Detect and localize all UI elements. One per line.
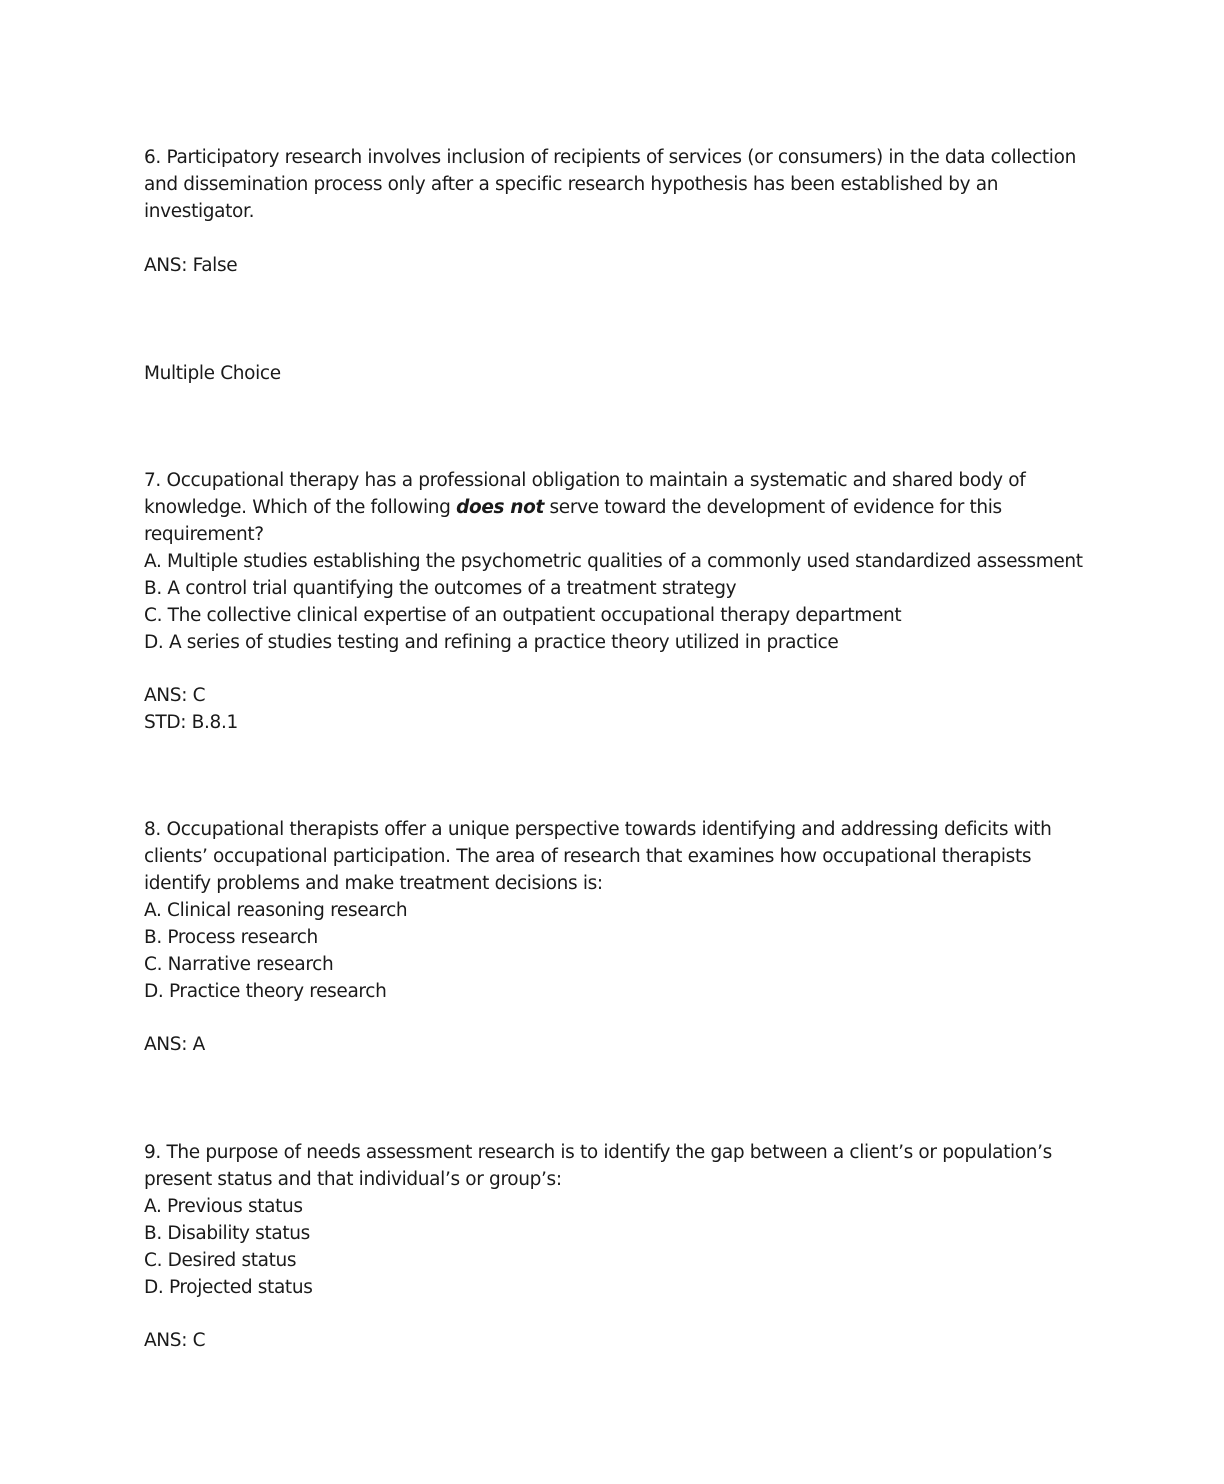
question-9-line-1: 9. The purpose of needs assessment research is to identify the gap between a client’s or population’s xyxy=(144,1142,1052,1163)
question-7-line-2-post: serve toward the development of evidence for this xyxy=(543,497,1002,518)
section-heading: Multiple Choice xyxy=(144,363,281,384)
question-8 xyxy=(144,816,1104,1005)
question-9 xyxy=(144,1139,1104,1301)
question-7-option-b: B. A control trial quantifying the outcomes of a treatment strategy xyxy=(144,578,737,599)
question-8-option-a: A. Clinical reasoning research xyxy=(144,900,408,921)
question-9-line-2: present status and that individual’s or group’s: xyxy=(144,1169,562,1190)
question-6-answer: ANS: False xyxy=(144,255,238,276)
question-7-line-1: 7. Occupational therapy has a professional obligation to maintain a systematic and shared body of xyxy=(144,470,1026,491)
question-6-line-3: investigator. xyxy=(144,201,255,222)
question-7-line-3: requirement? xyxy=(144,524,264,545)
question-9-option-d: D. Projected status xyxy=(144,1277,313,1298)
section-heading-block xyxy=(144,360,1104,387)
question-6-line-2: and dissemination process only after a specific research hypothesis has been established by an xyxy=(144,174,999,195)
question-7-standard: STD: B.8.1 xyxy=(144,712,238,733)
question-6-answer-block xyxy=(144,252,1104,279)
question-9-option-c: C. Desired status xyxy=(144,1250,297,1271)
question-7-option-d: D. A series of studies testing and refining a practice theory utilized in practice xyxy=(144,632,839,653)
question-8-line-2: clients’ occupational participation. The area of research that examines how occupational therapists xyxy=(144,846,1032,867)
question-6 xyxy=(144,144,1104,225)
question-9-answer: ANS: C xyxy=(144,1330,206,1351)
question-7 xyxy=(144,467,1104,656)
question-8-line-1: 8. Occupational therapists offer a unique perspective towards identifying and addressing deficits with xyxy=(144,819,1052,840)
question-7-answer-block xyxy=(144,682,1104,736)
question-7-option-a: A. Multiple studies establishing the psychometric qualities of a commonly used standardized assessment xyxy=(144,551,1083,572)
question-8-line-3: identify problems and make treatment decisions is: xyxy=(144,873,603,894)
question-7-emphasis: does not xyxy=(456,497,544,518)
question-8-answer: ANS: A xyxy=(144,1034,205,1055)
question-6-line-1: 6. Participatory research involves inclusion of recipients of services (or consumers) in the data collection xyxy=(144,147,1076,168)
question-8-option-b: B. Process research xyxy=(144,927,318,948)
question-8-option-c: C. Narrative research xyxy=(144,954,334,975)
question-7-answer: ANS: C xyxy=(144,685,206,706)
question-9-answer-block xyxy=(144,1327,1104,1354)
question-7-option-c: C. The collective clinical expertise of an outpatient occupational therapy department xyxy=(144,605,902,626)
question-9-option-b: B. Disability status xyxy=(144,1223,310,1244)
question-7-line-2 xyxy=(144,494,1104,521)
question-9-option-a: A. Previous status xyxy=(144,1196,303,1217)
question-8-answer-block xyxy=(144,1031,1104,1058)
question-7-line-2-pre: knowledge. Which of the following xyxy=(144,497,457,518)
question-8-option-d: D. Practice theory research xyxy=(144,981,387,1002)
